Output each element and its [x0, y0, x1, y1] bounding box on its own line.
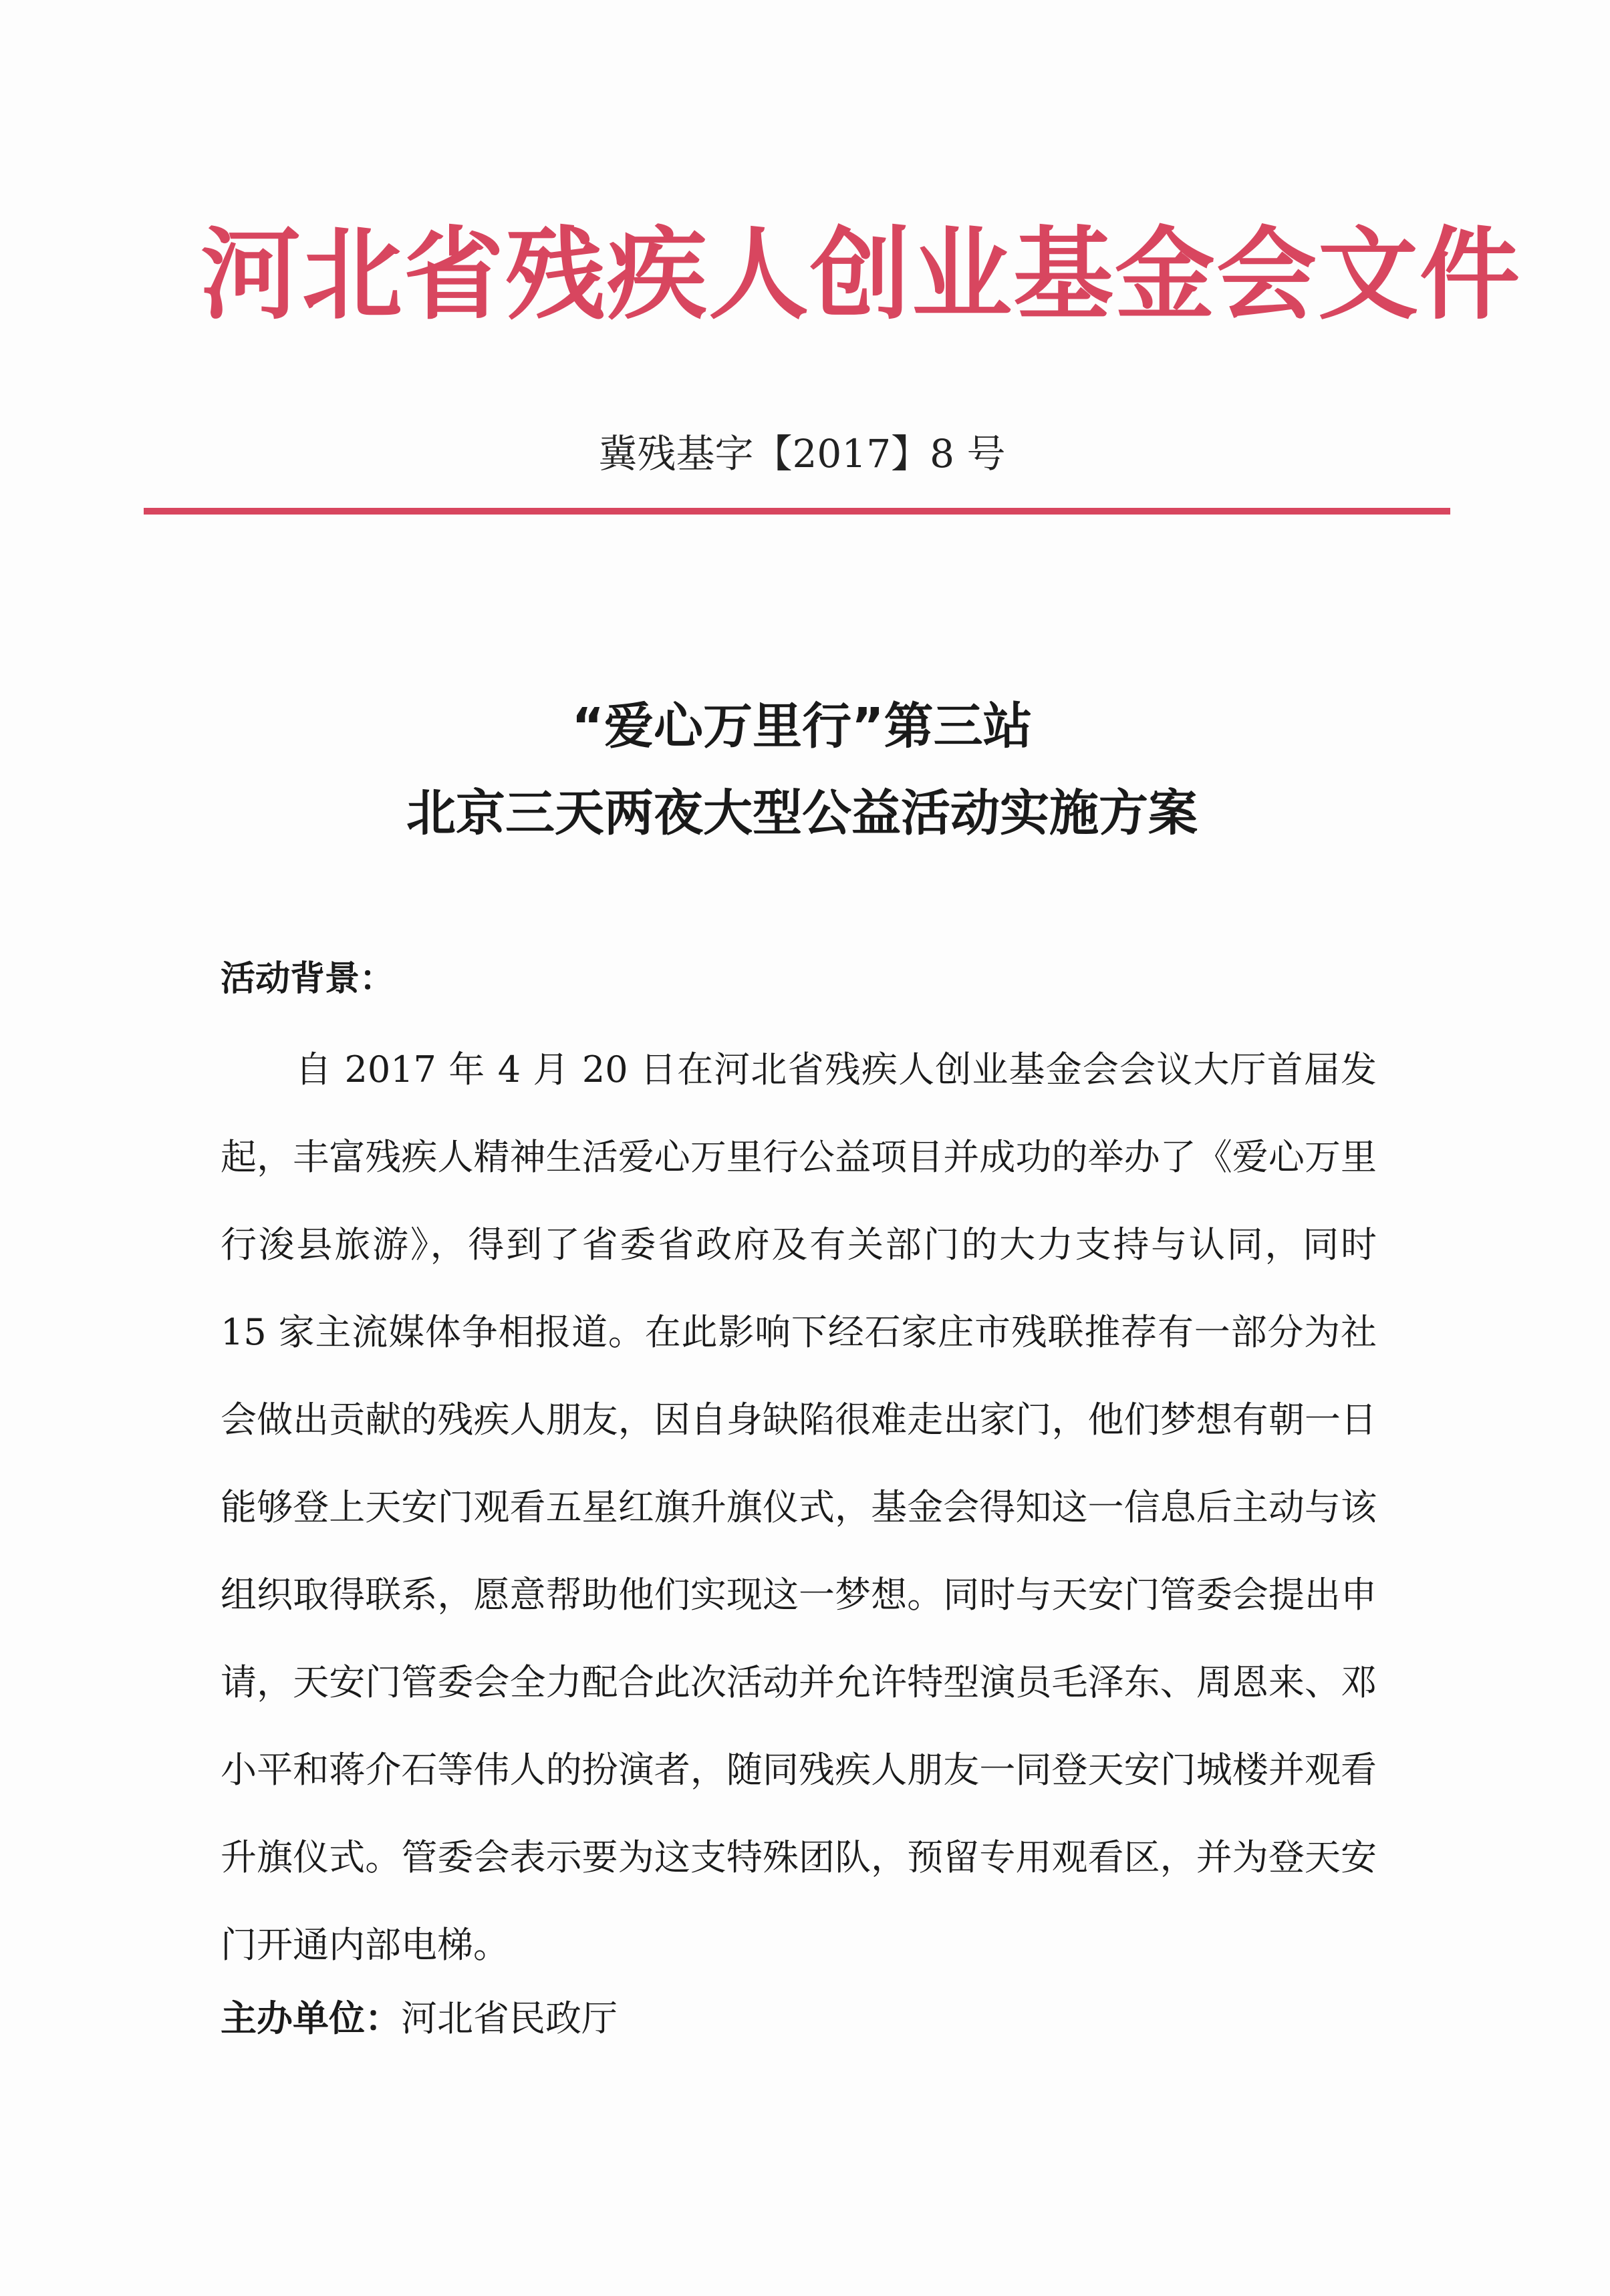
background-paragraph: 自 2017 年 4 月 20 日在河北省残疾人创业基金会会议大厅首届发起，丰富残疾人精神生活爱心万里行公益项目并成功的举办了《爱心万里行浚县旅游》，得到了省委省政府及有关部门的大力支持与认同，同时 15 家主流媒体争相报道。在此影响下经石家庄市残联推荐有一部分为社会做出贡献的残疾人朋友，因自身缺陷很难走出家门，他们梦想有朝一日能够登上天安门观看五星红旗升旗仪式，基金会得知这一信息后主动与该组织取得联系，愿意帮助他们实现这一梦想。同时与天安门管委会提出申请，天安门管委会全力配合此次活动并允许特型演员毛泽东、周恩来、邓小平和蒋介石等伟人的扮演者，随同残疾人朋友一同登天安门城楼并观看升旗仪式。管委会表示要为这支特殊团队，预留专用观看区，并为登天安门开通内部电梯。: [221, 1048, 1377, 1966]
document-title-line-2: 北京三天两夜大型公益活动实施方案: [406, 784, 1198, 842]
background-section-heading: 活动背景：: [221, 959, 395, 999]
header-divider-line: [144, 508, 1450, 515]
document-number: 冀残基字【2017】8 号: [598, 431, 1006, 476]
sponsor-line: [221, 1990, 618, 2041]
organization-header-title: 河北省残疾人创业基金会文件: [200, 217, 1522, 333]
sponsor-label: 主办单位：: [221, 1997, 401, 2039]
document-title-line-1: “爱心万里行”第三站: [571, 698, 1033, 755]
sponsor-value: 河北省民政厅: [401, 1997, 618, 2039]
